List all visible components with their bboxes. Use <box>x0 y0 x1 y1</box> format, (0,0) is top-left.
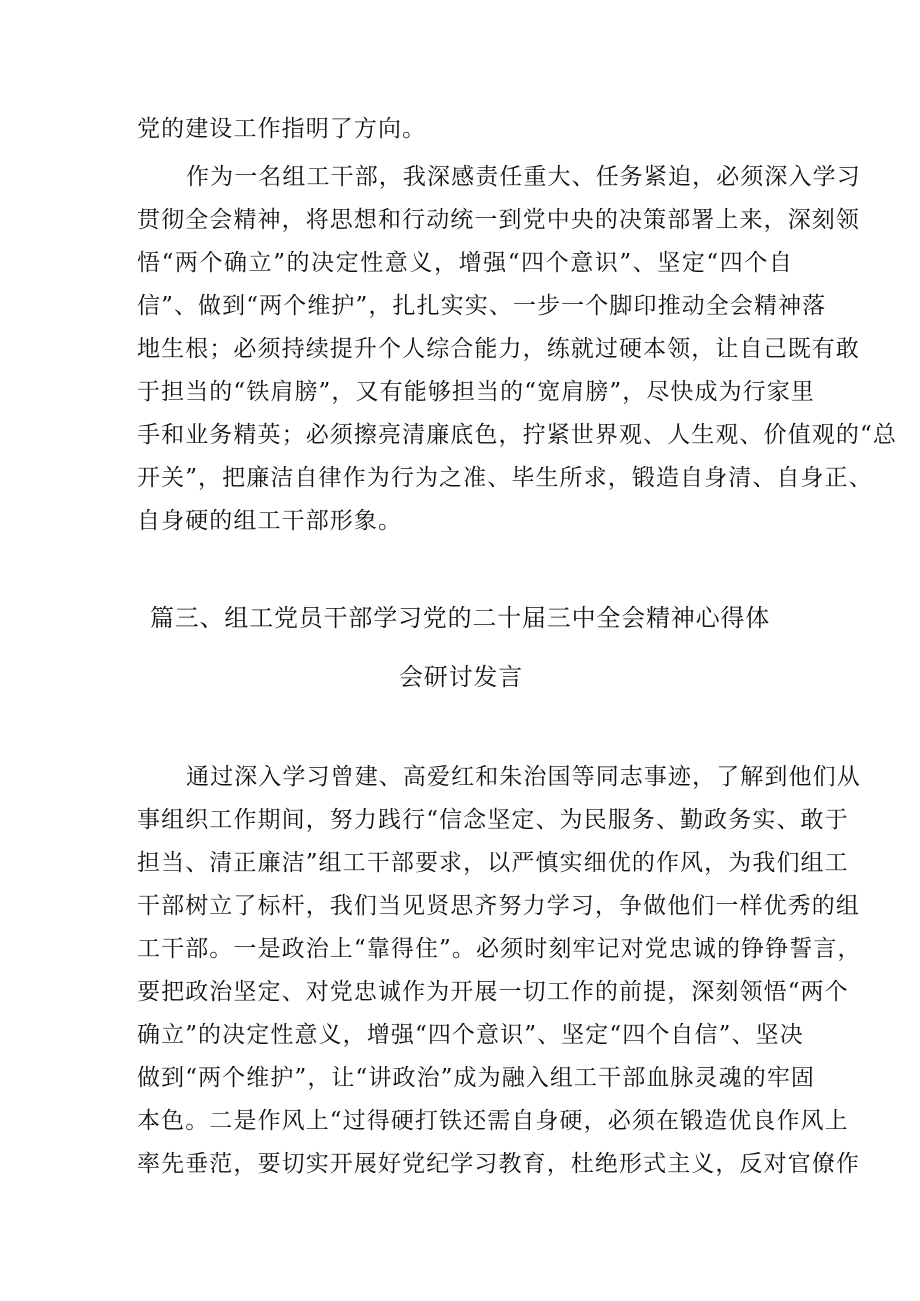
paragraph-line: 事组织工作期间，努力践行“信念坚定、为民服务、勤政务实、敢于 <box>137 807 849 833</box>
paragraph-line: 担当、清正廉洁”组工干部要求，以严慎实细优的作风，为我们组工 <box>137 850 849 876</box>
paragraph-line: 通过深入学习曾建、高爱红和朱治国等同志事迹，了解到他们从 <box>186 764 861 790</box>
paragraph-line: 作为一名组工干部，我深感责任重大、任务紧迫，必须深入学习 <box>186 164 861 190</box>
paragraph-line: 要把政治坚定、对党忠诚作为开展一切工作的前提，深刻领悟“两个 <box>137 979 849 1005</box>
paragraph-line: 开关”，把廉洁自律作为行为之准、毕生所求，锻造自身清、自身正、 <box>137 465 873 491</box>
section-heading-line-1: 篇三、组工党员干部学习党的二十届三中全会精神心得体 <box>150 604 770 632</box>
paragraph-line: 干部树立了标杆，我们当见贤思齐努力学习，争做他们一样优秀的组 <box>137 893 860 919</box>
paragraph-line: 贯彻全会精神，将思想和行动统一到党中央的决策部署上来，深刻领 <box>137 207 860 233</box>
paragraph-line: 做到“两个维护”，让“讲政治”成为融入组工干部血脉灵魂的牢固 <box>137 1065 816 1091</box>
section-heading-line-2: 会研讨发言 <box>399 663 523 691</box>
paragraph-line: 地生根；必须持续提升个人综合能力，练就过硬本领，让自己既有敢 <box>137 336 860 362</box>
paragraph-line: 自身硬的组工干部形象。 <box>137 508 403 534</box>
paragraph-line: 工干部。一是政治上“靠得住”。必须时刻牢记对党忠诚的铮铮誓言， <box>137 936 862 962</box>
paragraph-line: 手和业务精英；必须擦亮清廉底色，拧紧世界观、人生观、价值观的“总 <box>137 422 897 448</box>
paragraph-line: 本色。二是作风上“过得硬打铁还需自身硬，必须在锻造优良作风上 <box>137 1108 849 1134</box>
paragraph-line: 信”、做到“两个维护”，扎扎实实、一步一个脚印推动全会精神落 <box>137 293 827 319</box>
paragraph-line: 率先垂范，要切实开展好党纪学习教育，杜绝形式主义，反对官僚作 <box>137 1151 860 1177</box>
paragraph-line: 确立”的决定性意义，增强“四个意识”、坚定“四个自信”、坚决 <box>137 1022 804 1048</box>
paragraph-line: 于担当的“铁肩膀”，又有能够担当的“宽肩膀”，尽快成为行家里 <box>137 379 816 405</box>
paragraph-line: 党的建设工作指明了方向。 <box>137 116 427 142</box>
paragraph-line: 悟“两个确立”的决定性意义，增强“四个意识”、坚定“四个自 <box>137 250 793 276</box>
